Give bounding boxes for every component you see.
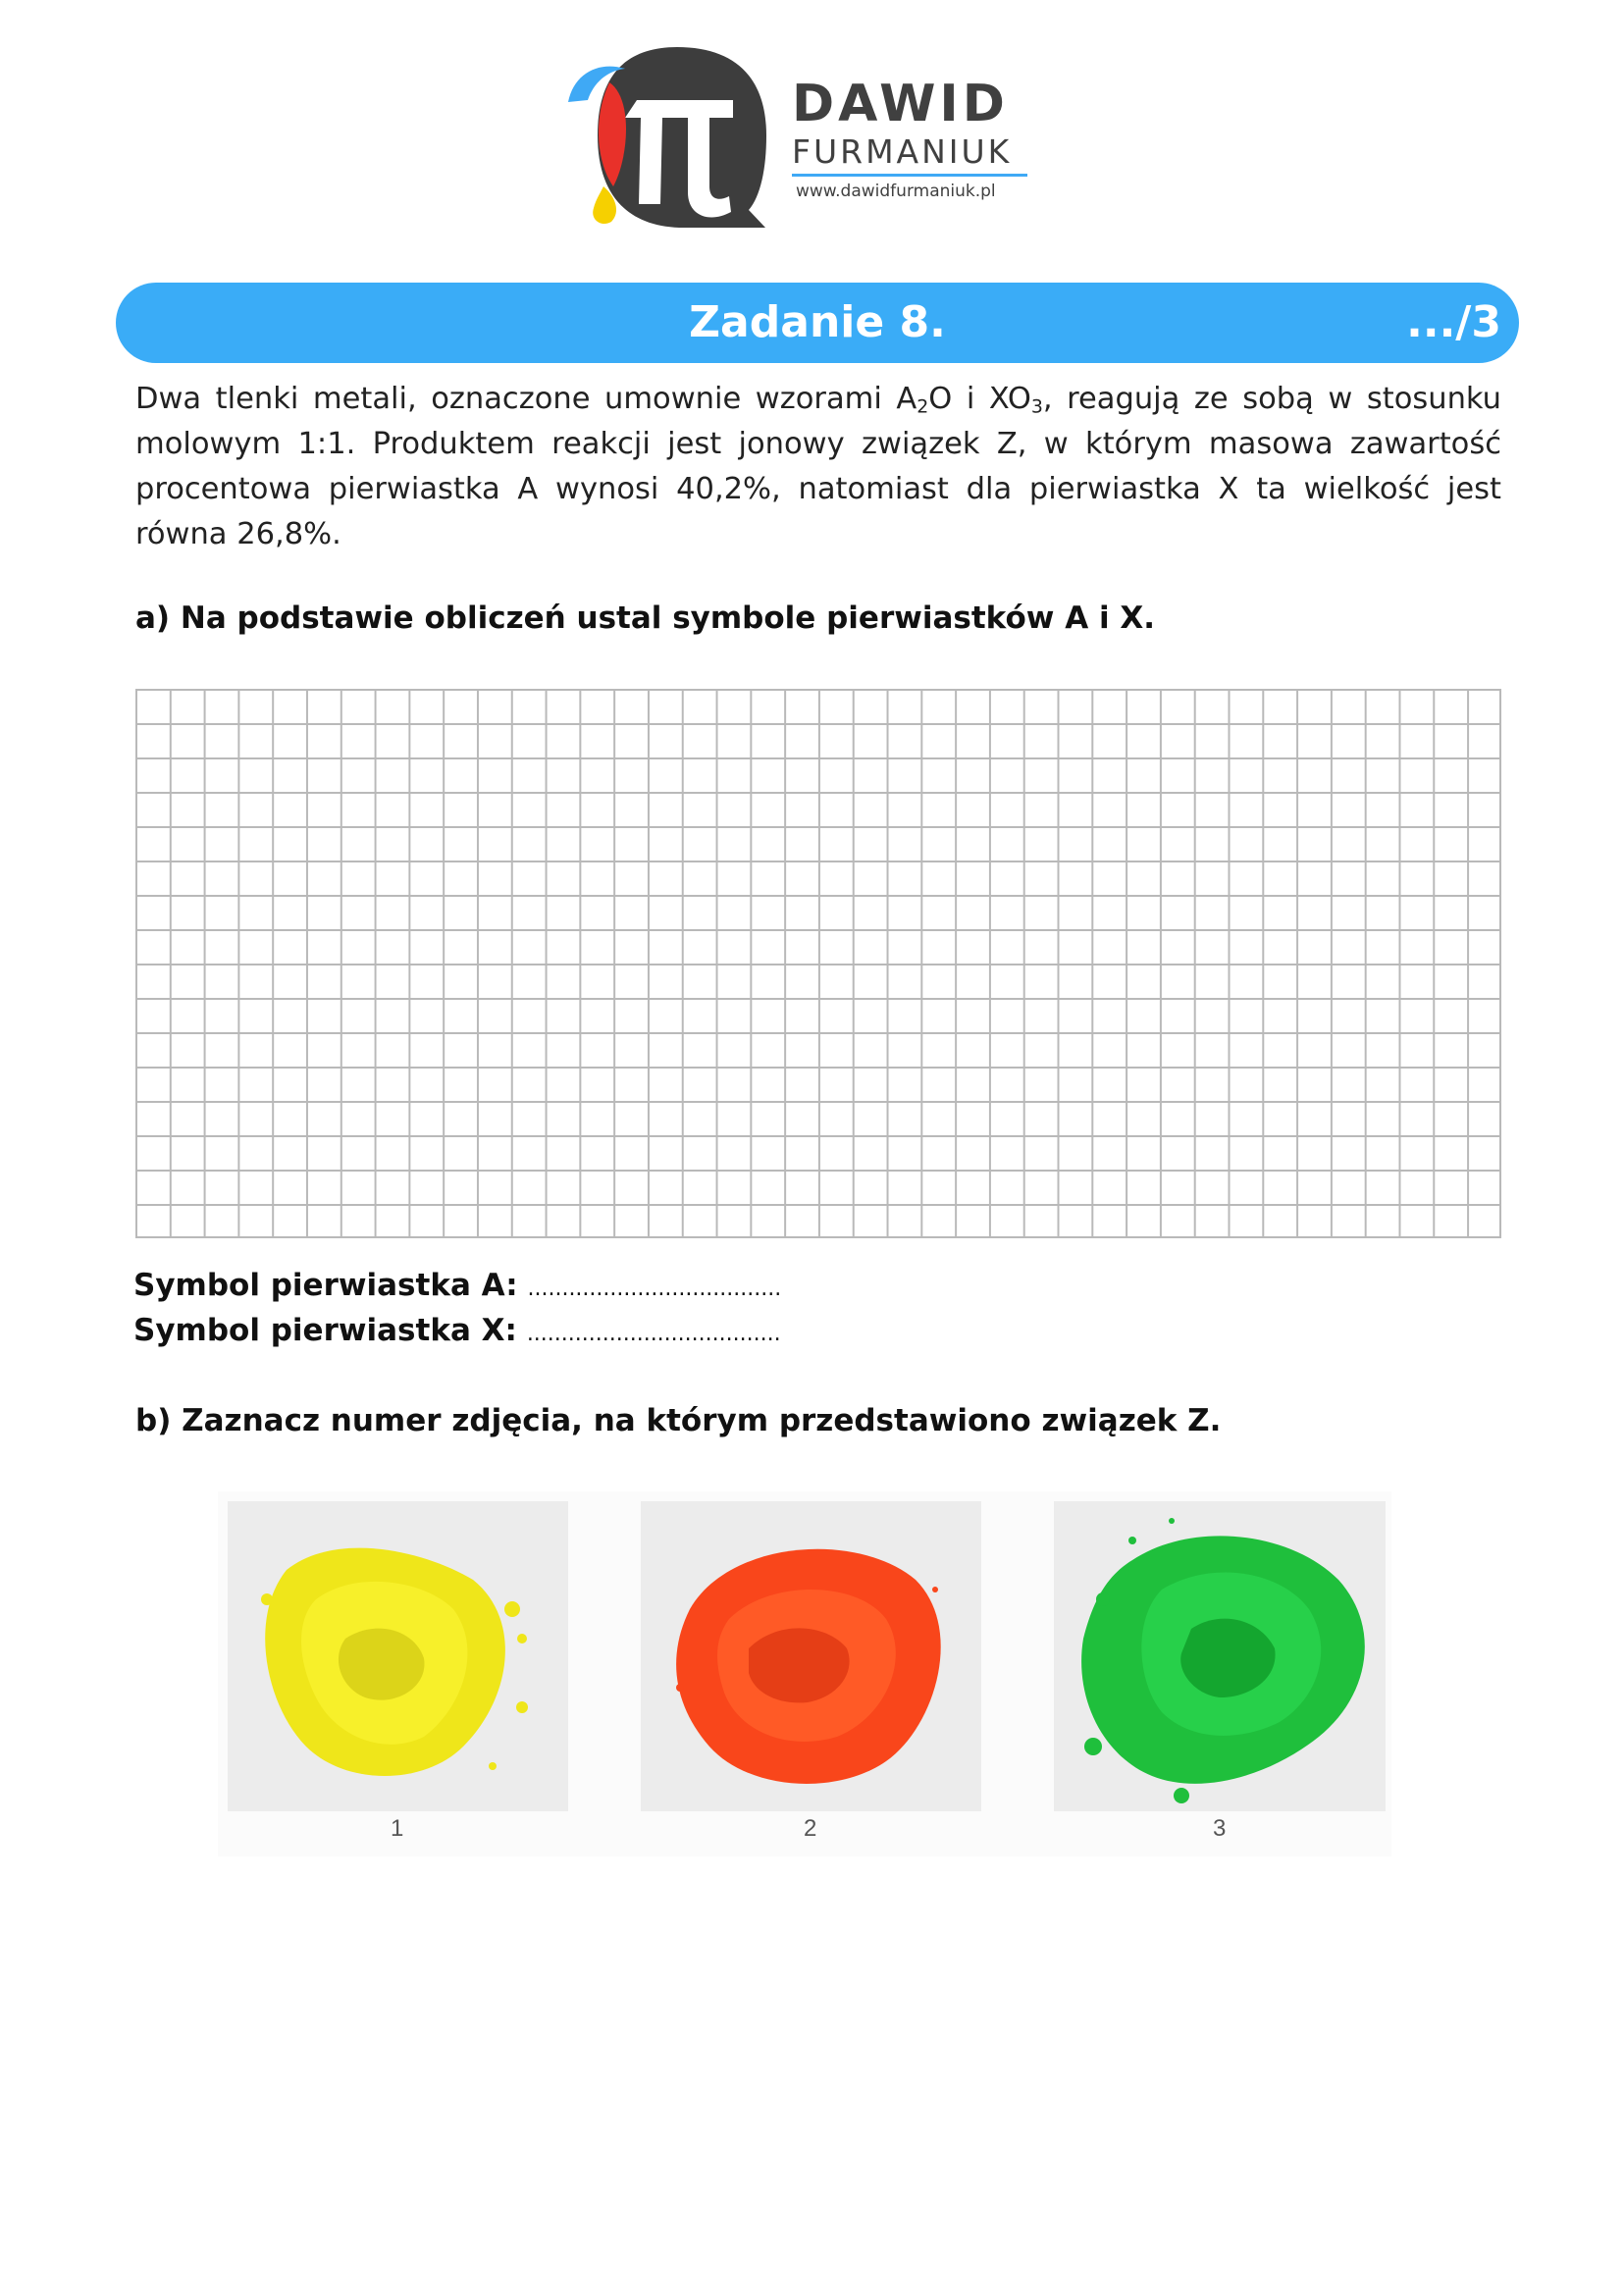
answer-symbol-a[interactable] (133, 1268, 781, 1303)
question-a: a) Na podstawie obliczeń ustal symbole pierwiastków A i X. (135, 600, 1156, 636)
yellow-powder-image (228, 1501, 568, 1811)
logo (564, 39, 1035, 235)
question-b: b) Zaznacz numer zdjęcia, na którym przedstawiono związek Z. (135, 1403, 1222, 1438)
answer-a-label: Symbol pierwiastka A: (133, 1268, 518, 1303)
answer-x-dots[interactable]: ..................................... (526, 1322, 781, 1346)
brand-url: www.dawidfurmaniuk.pl (796, 182, 996, 201)
answer-grid[interactable] (135, 689, 1501, 1238)
green-powder-image (1054, 1501, 1386, 1811)
brand-name: DAWID (792, 75, 1009, 133)
brand-divider (792, 174, 1027, 177)
answer-symbol-x[interactable] (133, 1313, 781, 1348)
description-line-2: molowym 1:1. Produktem reakcji jest jonowy związek Z, w którym masowa zawartość (135, 427, 1501, 461)
text-run: O i XO (928, 382, 1031, 416)
photo-3-green-powder[interactable] (1054, 1501, 1386, 1811)
photo-number-2: 2 (804, 1815, 817, 1842)
text-run: Dwa tlenki metali, oznaczone umownie wzorami A (135, 382, 917, 416)
photo-panel (218, 1491, 1391, 1856)
text-run: , reagują ze sobą w stosunku (1042, 382, 1501, 416)
task-title: Zadanie 8. (689, 297, 946, 347)
brand-subname: FURMANIUK (792, 132, 1013, 171)
description-line-3: procentowa pierwiastka A wynosi 40,2%, natomiast dla pierwiastka X ta wielkość jest (135, 472, 1501, 506)
photo-number-3: 3 (1213, 1815, 1227, 1842)
photo-number-1: 1 (391, 1815, 404, 1842)
task-description (135, 377, 1501, 557)
description-line-1 (135, 377, 1501, 422)
task-header (116, 283, 1519, 363)
description-line-4: równa 26,8%. (135, 517, 341, 551)
orange-powder-image (641, 1501, 981, 1811)
photo-1-yellow-powder[interactable] (228, 1501, 568, 1811)
answer-x-label: Symbol pierwiastka X: (133, 1313, 517, 1348)
subscript: 2 (917, 395, 929, 418)
pi-logo-icon (564, 39, 790, 235)
photo-2-orange-powder[interactable] (641, 1501, 981, 1811)
answer-a-dots[interactable]: ..................................... (527, 1277, 782, 1301)
task-points: .../3 (1406, 297, 1501, 347)
subscript: 3 (1030, 395, 1043, 418)
